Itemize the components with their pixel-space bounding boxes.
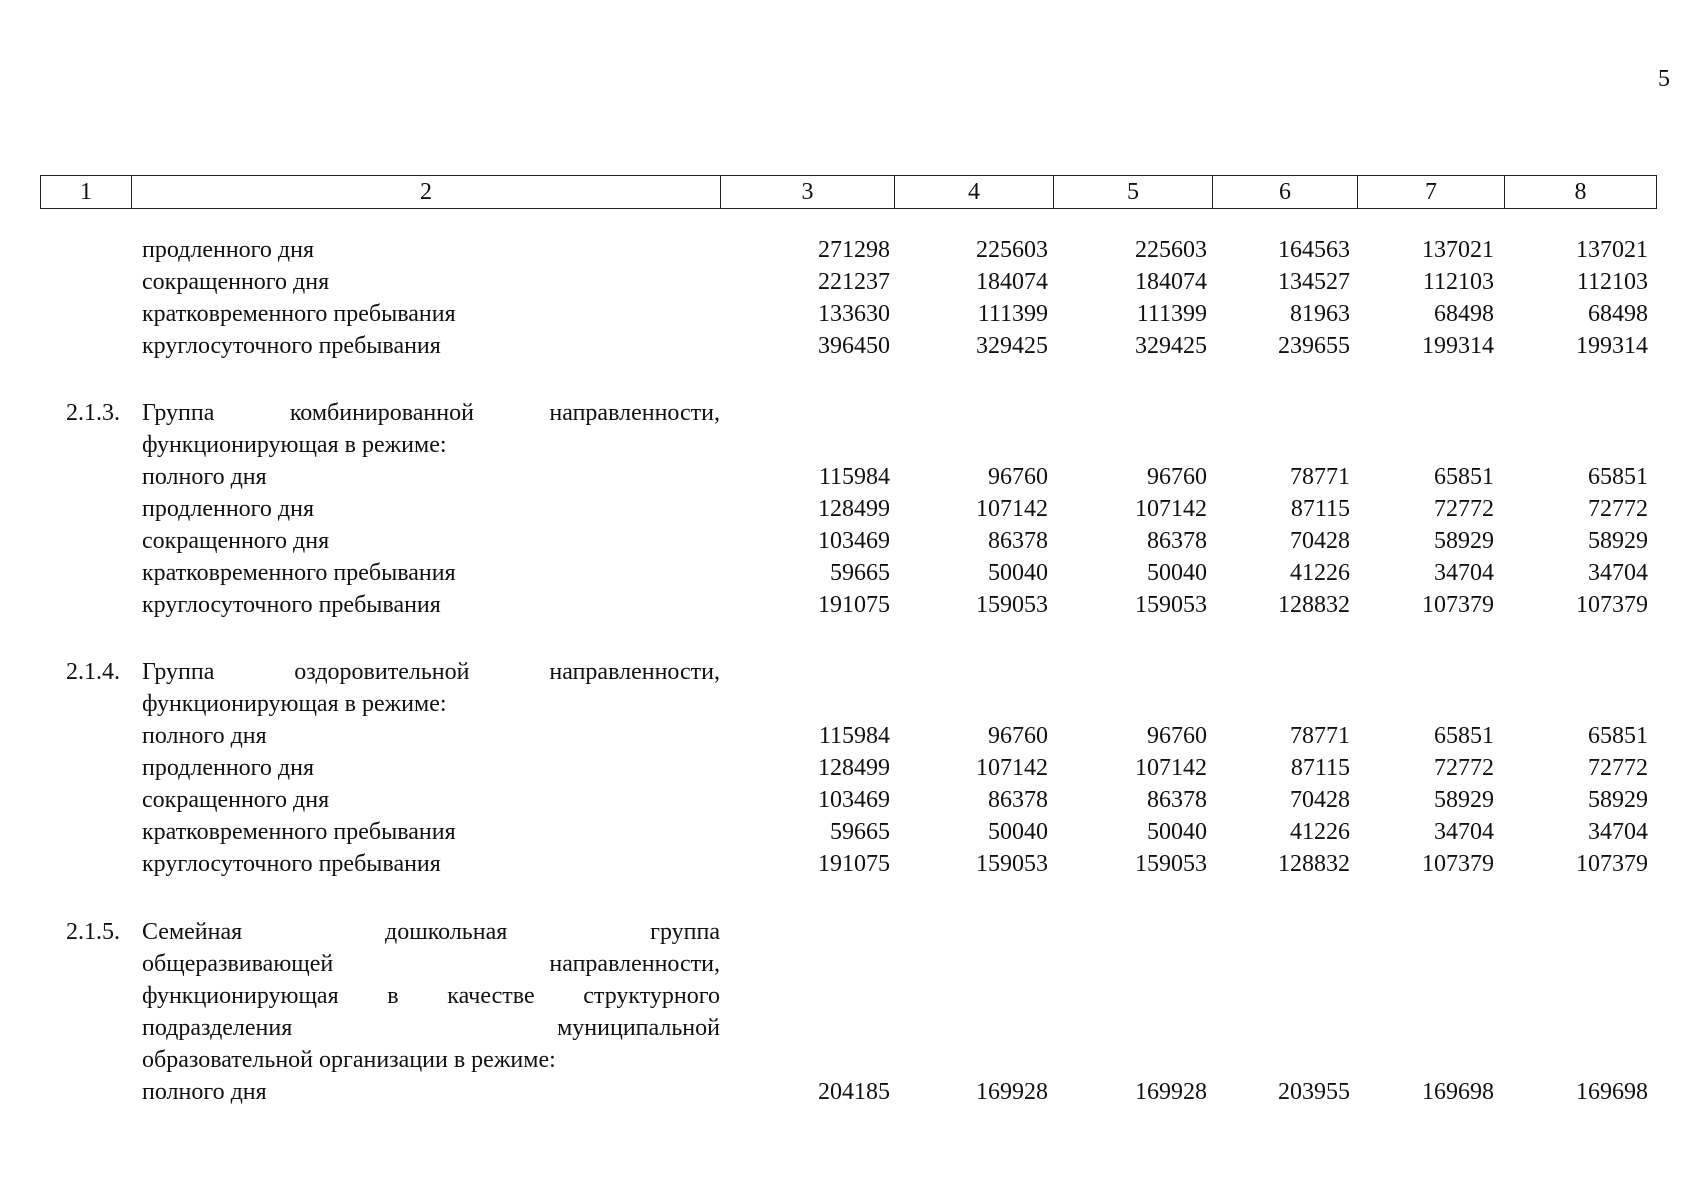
cell-col-4: 159053 bbox=[976, 592, 1048, 618]
table-row bbox=[0, 980, 1697, 1012]
row-label: сокращенного дня bbox=[142, 528, 330, 554]
column-header-8: 8 bbox=[1505, 176, 1657, 209]
cell-col-3: 204185 bbox=[818, 1079, 890, 1105]
cell-col-5: 86378 bbox=[1147, 787, 1207, 813]
cell-col-5: 225603 bbox=[1135, 237, 1207, 263]
row-label: продленного дня bbox=[142, 496, 315, 522]
table-row bbox=[0, 656, 1697, 688]
table-row bbox=[0, 397, 1697, 429]
cell-col-4: 86378 bbox=[988, 528, 1048, 554]
cell-col-4: 225603 bbox=[976, 237, 1048, 263]
cell-col-6: 70428 bbox=[1290, 528, 1350, 554]
cell-col-3: 221237 bbox=[818, 269, 890, 295]
cell-col-7: 72772 bbox=[1434, 496, 1494, 522]
cell-col-3: 115984 bbox=[818, 464, 890, 490]
cell-col-8: 137021 bbox=[1576, 237, 1648, 263]
table-row bbox=[0, 234, 1697, 266]
cell-col-7: 112103 bbox=[1422, 269, 1494, 295]
cell-col-8: 72772 bbox=[1588, 496, 1648, 522]
row-label: сокращенного дня bbox=[142, 269, 330, 295]
column-header-7: 7 bbox=[1358, 176, 1505, 209]
cell-col-5: 96760 bbox=[1147, 723, 1207, 749]
table-row bbox=[0, 916, 1697, 948]
cell-col-6: 87115 bbox=[1290, 755, 1350, 781]
cell-col-4: 159053 bbox=[976, 851, 1048, 877]
cell-col-3: 103469 bbox=[818, 528, 890, 554]
cell-col-4: 111399 bbox=[977, 301, 1048, 327]
cell-col-8: 169698 bbox=[1576, 1079, 1648, 1105]
cell-col-8: 65851 bbox=[1588, 464, 1648, 490]
cell-col-8: 107379 bbox=[1576, 851, 1648, 877]
cell-col-6: 81963 bbox=[1290, 301, 1350, 327]
cell-col-6: 87115 bbox=[1290, 496, 1350, 522]
row-label: продленного дня bbox=[142, 755, 315, 781]
cell-col-3: 133630 bbox=[818, 301, 890, 327]
cell-col-5: 86378 bbox=[1147, 528, 1207, 554]
cell-col-3: 103469 bbox=[818, 787, 890, 813]
row-label: полного дня bbox=[142, 464, 267, 490]
cell-col-6: 203955 bbox=[1278, 1079, 1350, 1105]
cell-col-5: 159053 bbox=[1135, 851, 1207, 877]
section-code: 2.1.4. bbox=[66, 659, 120, 685]
page-number: 5 bbox=[1658, 66, 1670, 92]
table-row bbox=[0, 429, 1697, 461]
cell-col-5: 169928 bbox=[1135, 1079, 1207, 1105]
column-header-2: 2 bbox=[132, 176, 721, 209]
cell-col-4: 107142 bbox=[976, 755, 1048, 781]
cell-col-7: 107379 bbox=[1422, 851, 1494, 877]
cell-col-5: 50040 bbox=[1147, 819, 1207, 845]
row-label: кратковременного пребывания bbox=[142, 301, 456, 327]
cell-col-8: 112103 bbox=[1576, 269, 1648, 295]
cell-col-4: 184074 bbox=[976, 269, 1048, 295]
cell-col-6: 164563 bbox=[1278, 237, 1350, 263]
cell-col-6: 128832 bbox=[1278, 592, 1350, 618]
cell-col-4: 86378 bbox=[988, 787, 1048, 813]
cell-col-7: 199314 bbox=[1422, 333, 1494, 359]
cell-col-4: 107142 bbox=[976, 496, 1048, 522]
cell-col-4: 50040 bbox=[988, 560, 1048, 586]
table-row bbox=[0, 848, 1697, 880]
cell-col-7: 68498 bbox=[1434, 301, 1494, 327]
cell-col-6: 78771 bbox=[1290, 464, 1350, 490]
cell-col-5: 111399 bbox=[1136, 301, 1207, 327]
cell-col-7: 65851 bbox=[1434, 464, 1494, 490]
cell-col-4: 96760 bbox=[988, 723, 1048, 749]
cell-col-7: 169698 bbox=[1422, 1079, 1494, 1105]
table-row bbox=[0, 784, 1697, 816]
row-label: функционирующая в режиме: bbox=[142, 691, 447, 717]
cell-col-7: 58929 bbox=[1434, 528, 1494, 554]
cell-col-6: 134527 bbox=[1278, 269, 1350, 295]
table-row bbox=[0, 720, 1697, 752]
cell-col-3: 115984 bbox=[818, 723, 890, 749]
row-label: полного дня bbox=[142, 723, 267, 749]
row-label: кратковременного пребывания bbox=[142, 819, 456, 845]
cell-col-6: 239655 bbox=[1278, 333, 1350, 359]
cell-col-6: 41226 bbox=[1290, 560, 1350, 586]
table-row bbox=[0, 493, 1697, 525]
row-label: функционирующая в режиме: bbox=[142, 432, 447, 458]
cell-col-3: 128499 bbox=[818, 755, 890, 781]
table-row bbox=[0, 1076, 1697, 1108]
table-row bbox=[0, 266, 1697, 298]
column-header-4: 4 bbox=[895, 176, 1054, 209]
table-row bbox=[0, 589, 1697, 621]
cell-col-3: 59665 bbox=[830, 560, 890, 586]
cell-col-8: 199314 bbox=[1576, 333, 1648, 359]
cell-col-3: 271298 bbox=[818, 237, 890, 263]
row-label: Группа оздоровительной направленности, bbox=[142, 659, 720, 685]
section-code: 2.1.5. bbox=[66, 919, 120, 945]
cell-col-5: 107142 bbox=[1135, 496, 1207, 522]
cell-col-6: 41226 bbox=[1290, 819, 1350, 845]
row-label: общеразвивающей направленности, bbox=[142, 951, 720, 977]
section-code: 2.1.3. bbox=[66, 400, 120, 426]
column-header-3: 3 bbox=[721, 176, 895, 209]
cell-col-8: 34704 bbox=[1588, 819, 1648, 845]
row-label: круглосуточного пребывания bbox=[142, 592, 441, 618]
table-row bbox=[0, 948, 1697, 980]
cell-col-8: 68498 bbox=[1588, 301, 1648, 327]
table-row bbox=[0, 525, 1697, 557]
row-label: круглосуточного пребывания bbox=[142, 851, 441, 877]
cell-col-7: 58929 bbox=[1434, 787, 1494, 813]
cell-col-3: 191075 bbox=[818, 592, 890, 618]
cell-col-8: 34704 bbox=[1588, 560, 1648, 586]
row-label: полного дня bbox=[142, 1079, 267, 1105]
cell-col-3: 191075 bbox=[818, 851, 890, 877]
table-row bbox=[0, 1044, 1697, 1076]
row-label: Семейная дошкольная группа bbox=[142, 919, 720, 945]
cell-col-5: 159053 bbox=[1135, 592, 1207, 618]
cell-col-7: 137021 bbox=[1422, 237, 1494, 263]
table-row bbox=[0, 461, 1697, 493]
cell-col-7: 72772 bbox=[1434, 755, 1494, 781]
cell-col-8: 72772 bbox=[1588, 755, 1648, 781]
cell-col-7: 34704 bbox=[1434, 560, 1494, 586]
table-row bbox=[0, 1012, 1697, 1044]
row-label: сокращенного дня bbox=[142, 787, 330, 813]
cell-col-4: 96760 bbox=[988, 464, 1048, 490]
cell-col-6: 78771 bbox=[1290, 723, 1350, 749]
cell-col-5: 50040 bbox=[1147, 560, 1207, 586]
cell-col-7: 107379 bbox=[1422, 592, 1494, 618]
cell-col-3: 59665 bbox=[830, 819, 890, 845]
cell-col-3: 396450 bbox=[818, 333, 890, 359]
cell-col-5: 96760 bbox=[1147, 464, 1207, 490]
table-row bbox=[0, 816, 1697, 848]
cell-col-8: 65851 bbox=[1588, 723, 1648, 749]
cell-col-3: 128499 bbox=[818, 496, 890, 522]
cell-col-4: 50040 bbox=[988, 819, 1048, 845]
table-row bbox=[0, 298, 1697, 330]
table-row bbox=[0, 688, 1697, 720]
row-label: кратковременного пребывания bbox=[142, 560, 456, 586]
cell-col-8: 107379 bbox=[1576, 592, 1648, 618]
cell-col-8: 58929 bbox=[1588, 787, 1648, 813]
cell-col-4: 329425 bbox=[976, 333, 1048, 359]
cell-col-8: 58929 bbox=[1588, 528, 1648, 554]
cell-col-5: 107142 bbox=[1135, 755, 1207, 781]
cell-col-4: 169928 bbox=[976, 1079, 1048, 1105]
cell-col-6: 128832 bbox=[1278, 851, 1350, 877]
cell-col-6: 70428 bbox=[1290, 787, 1350, 813]
row-label: продленного дня bbox=[142, 237, 315, 263]
cell-col-7: 65851 bbox=[1434, 723, 1494, 749]
column-header-5: 5 bbox=[1054, 176, 1213, 209]
row-label: Группа комбинированной направленности, bbox=[142, 400, 720, 426]
column-header-1: 1 bbox=[41, 176, 132, 209]
cell-col-7: 34704 bbox=[1434, 819, 1494, 845]
row-label: образовательной организации в режиме: bbox=[142, 1047, 556, 1073]
row-label: круглосуточного пребывания bbox=[142, 333, 441, 359]
cell-col-5: 329425 bbox=[1135, 333, 1207, 359]
table-row bbox=[0, 557, 1697, 589]
table-row bbox=[0, 752, 1697, 784]
row-label: подразделения муниципальной bbox=[142, 1015, 720, 1041]
table-row bbox=[0, 330, 1697, 362]
row-label: функционирующая в качестве структурного bbox=[142, 983, 720, 1009]
cell-col-5: 184074 bbox=[1135, 269, 1207, 295]
column-header-6: 6 bbox=[1213, 176, 1358, 209]
